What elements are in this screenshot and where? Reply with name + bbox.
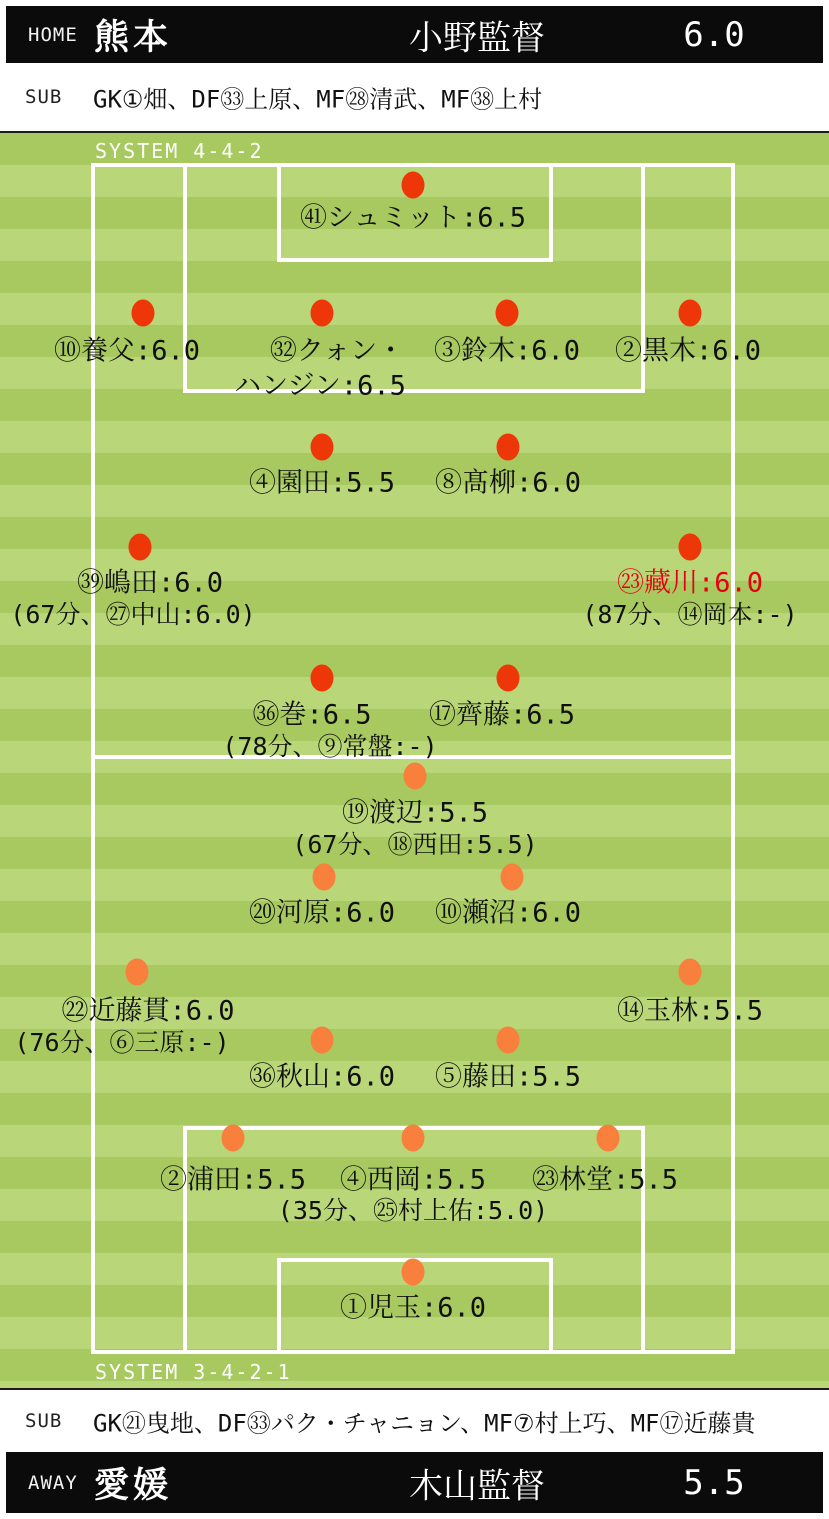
player-rating-label: ㊱巻:6.5 <box>252 699 372 731</box>
player-rating-label: ㊴嶋田:6.0 <box>76 567 224 599</box>
player-dot <box>313 864 336 891</box>
player-rating-label: ハンジン:6.5 <box>234 370 406 402</box>
player-dot <box>129 534 152 561</box>
away-sub-row <box>0 1390 829 1452</box>
player-dot <box>311 300 334 327</box>
player-rating-label: ㉜クォン・ <box>269 335 405 367</box>
player-dot <box>679 300 702 327</box>
player-dot <box>679 534 702 561</box>
away-manager-name: 木山監督 <box>409 1466 545 1506</box>
player-dot <box>597 1125 620 1152</box>
player-dot <box>404 763 427 790</box>
player-dot <box>402 172 425 199</box>
player-rating-label: ④園田:5.5 <box>248 467 396 499</box>
player-rating-label: ㊶シュミット:6.5 <box>300 202 526 234</box>
player-dot <box>679 959 702 986</box>
player-dot <box>222 1125 245 1152</box>
player-rating-label: ㉓林堂:5.5 <box>531 1164 679 1196</box>
player-dot <box>497 665 520 692</box>
player-dot <box>126 959 149 986</box>
player-substitution-label: (35分、㉕村上佑:5.0) <box>277 1196 549 1225</box>
player-dot <box>311 665 334 692</box>
player-rating-label: ⑤藤田:5.5 <box>434 1061 582 1093</box>
away-team-bar <box>6 1452 823 1513</box>
away-side-label: AWAY <box>28 1471 78 1494</box>
player-rating-label: ①児玉:6.0 <box>339 1292 487 1324</box>
player-substitution-label: (87分、⑭岡本:-) <box>582 600 798 629</box>
player-rating-label: ②黒木:6.0 <box>614 335 762 367</box>
home-sub-label: SUB <box>25 86 63 108</box>
player-substitution-label: (76分、⑥三原:-) <box>14 1028 230 1057</box>
player-rating-label: ⑳河原:6.0 <box>248 897 396 929</box>
home-team-name: 熊本 <box>94 17 173 58</box>
away-sub-label: SUB <box>25 1410 63 1432</box>
player-dot <box>311 1027 334 1054</box>
away-team-rating: 5.5 <box>683 1462 745 1503</box>
player-dot <box>402 1259 425 1286</box>
away-team-name: 愛媛 <box>94 1465 173 1506</box>
player-dot <box>132 300 155 327</box>
player-dot <box>501 864 524 891</box>
player-rating-label: ⑩養父:6.0 <box>53 335 201 367</box>
home-side-label: HOME <box>28 23 78 46</box>
home-team-rating: 6.0 <box>683 14 745 55</box>
player-substitution-label: (67分、⑱西田:5.5) <box>292 830 538 859</box>
player-dot <box>497 1027 520 1054</box>
away-system-label: SYSTEM 3-4-2-1 <box>95 1360 292 1384</box>
home-manager-name: 小野監督 <box>409 18 545 58</box>
player-rating-label: ③鈴木:6.0 <box>433 335 581 367</box>
player-rating-label: ㊱秋山:6.0 <box>248 1061 396 1093</box>
player-rating-label: ⑧髙柳:6.0 <box>434 467 582 499</box>
player-dot <box>497 434 520 461</box>
away-sub-list: GK㉑曳地、DF㉝パク・チャニョン、MF⑦村上巧、MF⑰近藤貴 <box>93 1409 756 1438</box>
player-substitution-label: (67分、㉗中山:6.0) <box>10 600 256 629</box>
player-rating-label: ⑩瀬沼:6.0 <box>434 897 582 929</box>
player-rating-label: ㉓藏川:6.0 <box>616 567 764 599</box>
player-rating-label: ②浦田:5.5 <box>159 1164 307 1196</box>
player-dot <box>402 1125 425 1152</box>
player-dot <box>311 434 334 461</box>
player-rating-label: ⑲渡辺:5.5 <box>341 797 489 829</box>
player-rating-label: ④西岡:5.5 <box>339 1164 487 1196</box>
home-system-label: SYSTEM 4-4-2 <box>95 139 264 163</box>
player-rating-label: ⑭玉林:5.5 <box>616 995 764 1027</box>
player-dot <box>496 300 519 327</box>
player-substitution-label: (78分、⑨常盤:-) <box>222 732 438 761</box>
home-sub-list: GK①畑、DF㉝上原、MF㉘清武、MF㊳上村 <box>93 85 543 114</box>
player-rating-label: ⑰齊藤:6.5 <box>428 699 576 731</box>
player-rating-label: ㉒近藤貫:6.0 <box>61 995 235 1027</box>
